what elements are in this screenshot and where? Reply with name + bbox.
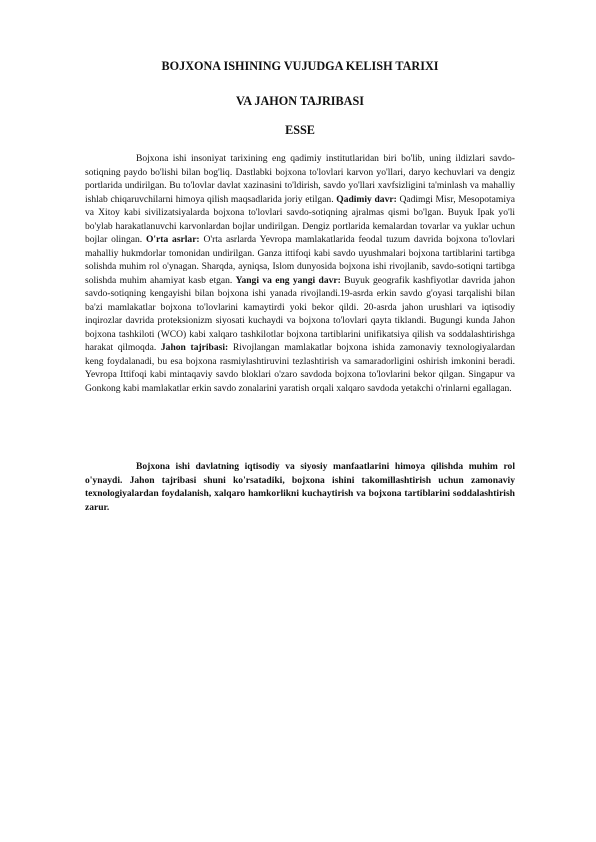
medieval-period-label: O'rta asrlar:: [145, 234, 200, 245]
essay-paragraph-conclusion: Bojxona ishi davlatning iqtisodiy va siyosiy manfaatlarini himoya qilishda muhim rol o'ynaydi. Jahon tajribasi shuni ko'rsatadiki, bojxona ishini takomillashtirish uchun zamonaviy texnologiyalardan foydalanish, xalqaro hamkorlikni kuchaytirish va bojxona tartiblarini soddalashtirish zarur.: [85, 461, 515, 513]
ancient-period-text: Qadimgi Misr, Mesopotamiya va Xitoy kabi sivilizatsiyalarda bojxona to'lovlari savdo-sotiqning ajralmas qismi bo'lgan. Buyuk Ipak yo'li bo'ylab harakatlanuvchi karvonlardan bojlar undirilgan. Dengiz portlarida kemalardan tovarlar va yuklar uchun bojlar olingan.: [85, 193, 515, 245]
essay-genre-label: ESSE: [285, 123, 315, 137]
essay-subtitle: VA JAHON TAJRIBASI: [235, 94, 364, 108]
world-experience-text: Rivojlangan mamlakatlar bojxona ishida zamonaviy texnologiyalardan keng foydalanadi, bu esa bojxona rasmiylashtiruvini tezlashtirish va samaradorligini oshirish imkonini beradi. Yevropa Ittifoqi kabi mintaqaviy savdo bloklari o'zaro savdoda bojxona to'lovlarini bekor qilgan. Singapur va Gonkong kabi mamlakatlar erkin savdo zonalarini yaratish orqali xalqaro savdoda yetakchi o'rinlarni egallagan.: [85, 342, 516, 394]
modern-period-text: Buyuk geografik kashfiyotlar davrida jahon savdo-sotiqning kengayishi bilan bojxona ishi yanada rivojlandi.19-asrda erkin savdo g'oyasi tarqalishi bilan ba'zi mamlakatlar bojxona to'lovlarini kamaytirdi yoki bekor qildi. 20-asrda jahon urushlari va iqtisodiy inqirozlar davrida proteksionizm siyosati kuchaydi va bojxona to'lovlari qayta tiklandi. Bugungi kunda Jahon bojxona tashkiloti (WCO) kabi xalqaro tashkilotlar bojxona tartiblarini unifikatsiya qilish va soddalashtirishga harakat qilmoqda.: [85, 274, 516, 353]
modern-period-label: Yangi va eng yangi davr:: [235, 274, 341, 286]
essay-title: BOJXONA ISHINING VUJUDGA KELISH TARIXI: [161, 59, 439, 73]
world-experience-label: Jahon tajribasi:: [160, 342, 229, 353]
essay-paragraph-history: [85, 152, 515, 395]
ancient-period-label: Qadimiy davr:: [336, 193, 397, 205]
medieval-period-text: O'rta asrlarda Yevropa mamlakatlarida feodal tuzum davrida bojxona to'lovlari mahalliy hukmdorlar tomonidan undirilgan. Ganza ittifoqi kabi savdo uyushmalari bojxona tartiblarini tartibga solishda muhim rol o'ynagan. Sharqda, ayniqsa, Islom dunyosida bojxona ishi rivojlanib, savdo-sotiqni tartibga solishda muhim ahamiyat kasb etgan.: [85, 234, 516, 286]
history-intro-text: Bojxona ishi insoniyat tarixining eng qadimiy institutlaridan biri bo'lib, uning ildizlari savdo-sotiqning paydo bo'lishi bilan bog'liq. Dastlabki bojxona to'lovlari karvon yo'llari, daryo kechuvlari va dengiz portlarida undirilgan. Bu to'lovlar davlat xazinasini to'ldirish, savdo yo'llari xavfsizligini ta'minlash va mahalliy ishlab chiqaruvchilarni himoya qilish maqsadlarida joriy etilgan.: [85, 153, 515, 205]
